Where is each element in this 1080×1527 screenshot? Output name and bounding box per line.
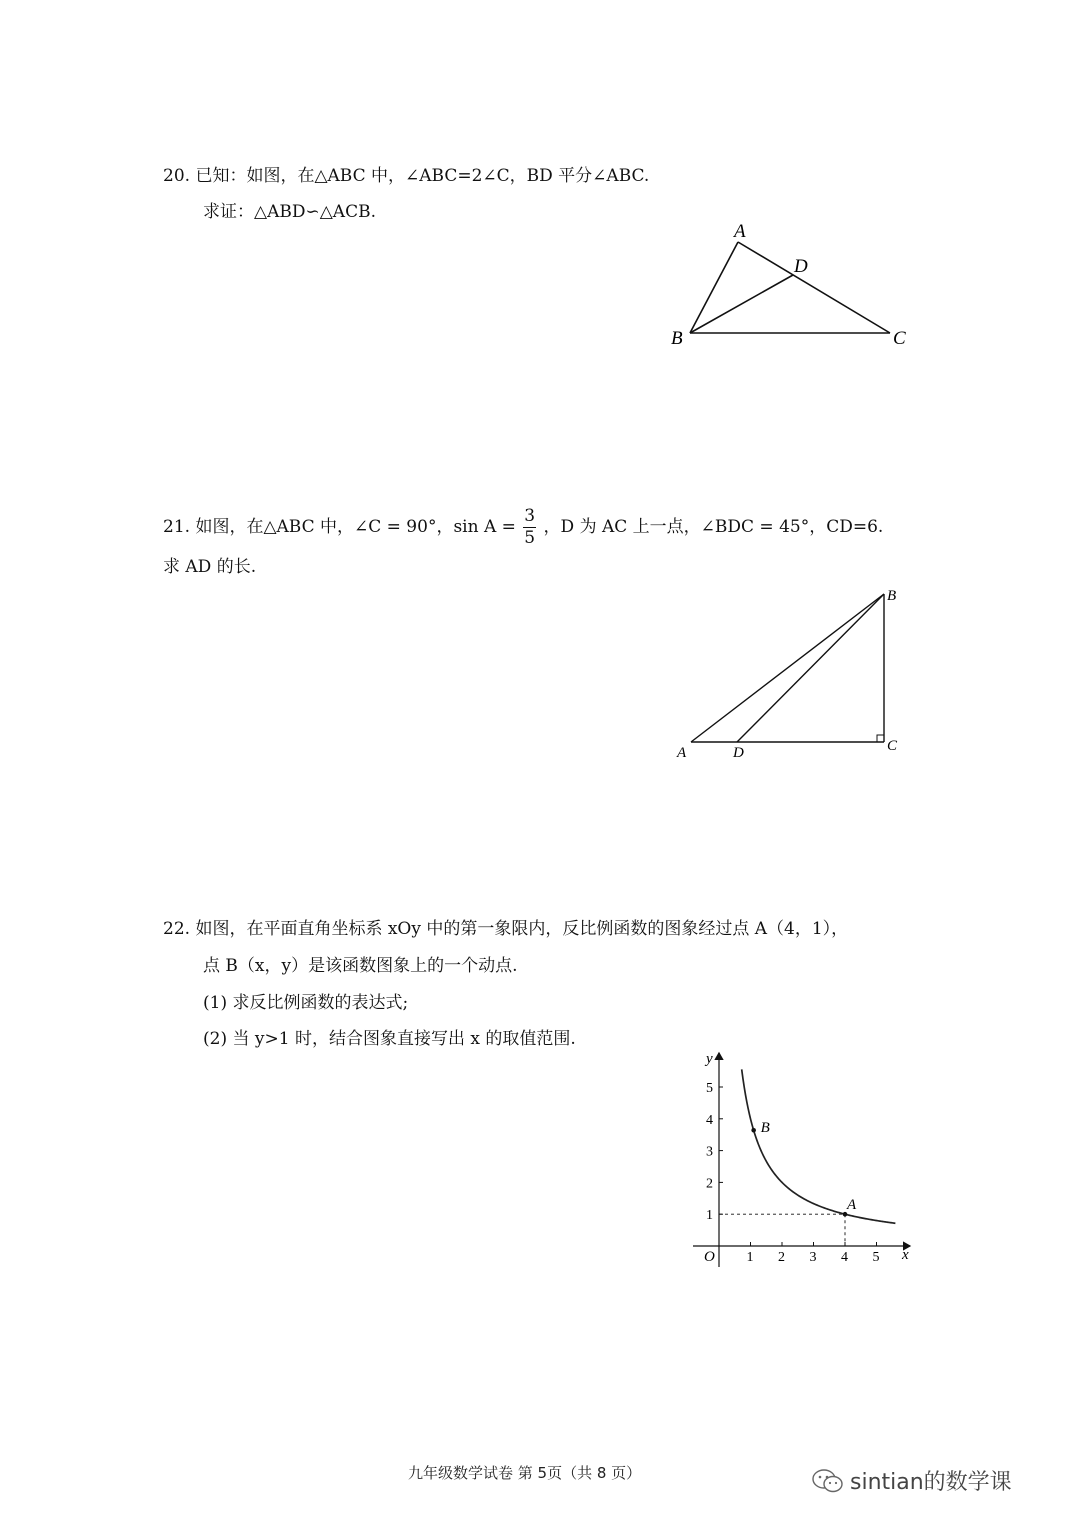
q21-text-a: 21. 如图，在△ABC 中，∠C = 90°，sin A = — [163, 517, 516, 537]
q21-label-c: C — [887, 738, 898, 754]
q22-y-tick-label-1: 1 — [706, 1208, 713, 1224]
q20-label-c: C — [893, 328, 906, 349]
q22-y-tick-label-3: 3 — [706, 1144, 713, 1160]
q22-x-tick-label-4: 4 — [841, 1250, 848, 1265]
q21-line2: 求 AD 的长. — [163, 557, 257, 577]
q22-graph — [680, 1045, 920, 1270]
q20-line2: 求证：△ABD∽△ACB. — [203, 202, 376, 222]
q22-label-b: B — [760, 1120, 770, 1137]
q21-segment-bd — [737, 594, 884, 742]
q21-figure — [670, 582, 910, 762]
q20-label-b: B — [671, 328, 683, 349]
q21-label-d: D — [733, 745, 744, 761]
q22-y-tick-label-4: 4 — [706, 1112, 713, 1128]
q22-ticks — [706, 1081, 880, 1265]
q22-hyperbola-curve — [742, 1069, 896, 1223]
q22-y-tick-label-5: 5 — [706, 1081, 713, 1096]
q22-x-tick-label-2: 2 — [778, 1250, 785, 1265]
q20-side-ac — [738, 242, 890, 333]
q22-label-a: A — [847, 1197, 857, 1214]
q22-part1: (1) 求反比例函数的表达式; — [203, 993, 409, 1013]
q21-label-a: A — [677, 745, 687, 761]
q21-right-angle-mark — [877, 735, 884, 742]
watermark-text: sintian的数学课 — [850, 1470, 1012, 1495]
q21-label-b: B — [887, 588, 897, 604]
q20-label-d: D — [794, 256, 808, 277]
page-footer: 九年级数学试卷 第 5页（共 8 页） — [408, 1464, 642, 1482]
q21-side-ab — [691, 594, 884, 742]
q22-x-tick-label-5: 5 — [872, 1250, 880, 1265]
q21-fraction — [523, 508, 536, 547]
wechat-icon — [810, 1467, 846, 1495]
q22-origin-label: O — [704, 1249, 715, 1265]
q20-figure — [660, 215, 920, 355]
q20-line1: 20. 已知：如图，在△ABC 中，∠ABC=2∠C，BD 平分∠ABC. — [163, 166, 650, 186]
watermark — [810, 1465, 1012, 1496]
q22-y-axis-label: y — [706, 1051, 713, 1067]
q21-frac-numerator: 3 — [524, 506, 536, 526]
q22-x-tick-label-1: 1 — [746, 1250, 754, 1265]
q21-text-b: ，D 为 AC 上一点，∠BDC = 45°，CD=6. — [543, 517, 884, 537]
q22-x-axis-label: x — [902, 1247, 909, 1263]
q21-frac-denominator: 5 — [524, 528, 536, 548]
q22-y-tick-label-2: 2 — [706, 1176, 713, 1192]
q20-label-a: A — [734, 221, 746, 242]
q21-line1 — [163, 508, 883, 547]
q22-x-tick-label-3: 3 — [809, 1250, 817, 1265]
q22-line2: 点 B（x，y）是该函数图象上的一个动点. — [203, 956, 518, 976]
q22-point-b — [751, 1128, 756, 1133]
q22-part2: (2) 当 y>1 时，结合图象直接写出 x 的取值范围. — [203, 1029, 576, 1049]
q22-line1: 22. 如图，在平面直角坐标系 xOy 中的第一象限内，反比例函数的图象经过点 A（4，1）， — [163, 919, 849, 939]
